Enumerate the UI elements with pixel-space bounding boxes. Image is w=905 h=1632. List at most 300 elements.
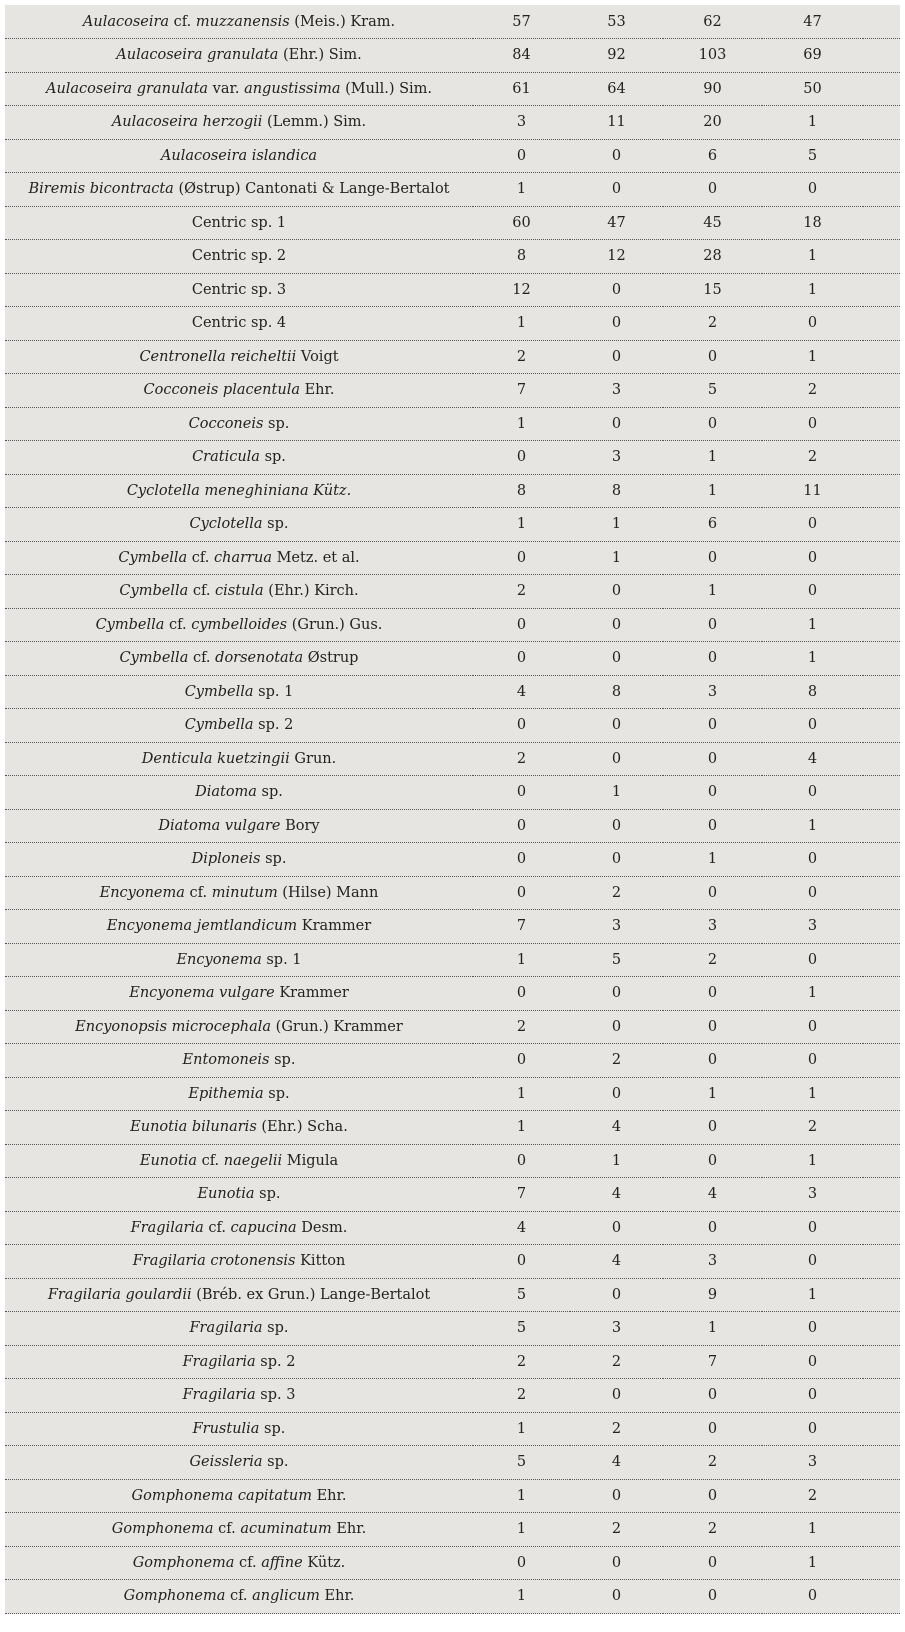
count-cell-2: 0 [570, 1546, 663, 1580]
taxon-name-part: cf. [203, 1219, 231, 1236]
count-cell-2: 0 [570, 1479, 663, 1513]
count-cell-2: 53 [570, 5, 663, 39]
count-cell-4: 47 [762, 5, 863, 39]
count-cell-2: 0 [570, 1580, 663, 1614]
table-row [5, 541, 900, 575]
count-cell-2: 0 [570, 1379, 663, 1413]
taxon-name-part: Fragilaria [182, 1387, 256, 1404]
taxon-name-part: Cocconeis placentula [143, 382, 300, 399]
taxon-name-part: Cymbella [118, 549, 188, 566]
table-row [5, 843, 900, 877]
taxon-name-part: Encyonopsis microcephala [75, 1018, 272, 1035]
count-cell-3: 5 [663, 374, 762, 408]
taxon-name-part: Gomphonema [132, 1554, 235, 1571]
taxon-name-part: Cymbella [119, 650, 189, 667]
count-cell-2: 4 [570, 1446, 663, 1480]
count-cell-3: 0 [663, 407, 762, 441]
count-cell-4: 1 [762, 1077, 863, 1111]
count-cell-4: 0 [762, 541, 863, 575]
taxon-name-cell [5, 407, 473, 441]
count-cell-4: 1 [762, 340, 863, 374]
count-cell-2: 0 [570, 608, 663, 642]
taxon-name-part: minutum [211, 884, 278, 901]
taxon-name-part: Fragilaria [189, 1320, 263, 1337]
count-cell-2: 0 [570, 273, 663, 307]
count-cell-1: 0 [473, 608, 570, 642]
table-row [5, 374, 900, 408]
taxon-name-cell [5, 39, 473, 73]
taxon-name-part: Ehr. [319, 1588, 355, 1605]
taxon-name-part: Diploneis [191, 851, 261, 868]
count-cell-1: 0 [473, 441, 570, 475]
taxon-name-cell [5, 139, 473, 173]
table-row [5, 1010, 900, 1044]
count-cell-2: 0 [570, 139, 663, 173]
taxon-name-part: naegelii [223, 1152, 283, 1169]
table-row [5, 1211, 900, 1245]
taxon-name-part: Centric sp. 2 [191, 248, 287, 265]
count-cell-4: 11 [762, 474, 863, 508]
count-cell-3: 2 [663, 1446, 762, 1480]
count-cell-2: 1 [570, 508, 663, 542]
taxon-name-part: sp. [254, 1186, 281, 1203]
count-cell-3: 0 [663, 776, 762, 810]
count-cell-2: 2 [570, 876, 663, 910]
count-cell-4: 0 [762, 1044, 863, 1078]
table-row [5, 72, 900, 106]
count-cell-4: 0 [762, 1312, 863, 1346]
table-row [5, 1278, 900, 1312]
taxon-name-cell [5, 106, 473, 140]
count-cell-4: 69 [762, 39, 863, 73]
table-row [5, 776, 900, 810]
count-cell-2: 0 [570, 1077, 663, 1111]
row-padding-cell [863, 39, 900, 73]
count-cell-1: 3 [473, 106, 570, 140]
count-cell-3: 9 [663, 1278, 762, 1312]
taxon-name-part: Cymbella [184, 717, 254, 734]
count-cell-3: 0 [663, 541, 762, 575]
row-padding-cell [863, 407, 900, 441]
row-padding-cell [863, 307, 900, 341]
taxon-name-part: Cyclotella meneghiniana Kütz. [126, 482, 352, 499]
taxon-name-part: acuminatum [240, 1521, 332, 1538]
row-padding-cell [863, 1379, 900, 1413]
table-row [5, 943, 900, 977]
count-cell-1: 0 [473, 1245, 570, 1279]
count-cell-3: 103 [663, 39, 762, 73]
count-cell-1: 0 [473, 709, 570, 743]
count-cell-4: 0 [762, 1345, 863, 1379]
row-padding-cell [863, 441, 900, 475]
row-padding-cell [863, 72, 900, 106]
taxon-name-part: Epithemia [188, 1085, 264, 1102]
taxon-name-part: (Hilse) Mann [277, 884, 379, 901]
taxon-name-part: sp. [262, 1454, 289, 1471]
taxon-name-part: Eunotia [197, 1186, 255, 1203]
count-cell-4: 0 [762, 1412, 863, 1446]
row-padding-cell [863, 1211, 900, 1245]
count-cell-1: 0 [473, 776, 570, 810]
count-cell-4: 0 [762, 776, 863, 810]
taxon-name-cell [5, 374, 473, 408]
taxon-name-cell [5, 441, 473, 475]
count-cell-4: 5 [762, 139, 863, 173]
count-cell-2: 2 [570, 1044, 663, 1078]
count-cell-1: 84 [473, 39, 570, 73]
row-padding-cell [863, 173, 900, 207]
taxon-name-part: Aulacoseira [82, 13, 170, 30]
count-cell-2: 0 [570, 173, 663, 207]
taxon-name-part: Entomoneis [182, 1052, 270, 1069]
taxon-name-part: Craticula [192, 449, 260, 466]
count-cell-2: 0 [570, 709, 663, 743]
count-cell-3: 0 [663, 1144, 762, 1178]
taxon-name-part: sp. [262, 1320, 289, 1337]
count-cell-1: 1 [473, 307, 570, 341]
count-cell-3: 0 [663, 1379, 762, 1413]
count-cell-1: 2 [473, 575, 570, 609]
taxon-name-cell [5, 943, 473, 977]
taxon-name-part: Encyonema vulgare [129, 985, 275, 1002]
count-cell-3: 1 [663, 1312, 762, 1346]
count-cell-1: 0 [473, 1144, 570, 1178]
taxon-name-part: Biremis bicontracta [28, 181, 174, 198]
count-cell-3: 3 [663, 675, 762, 709]
count-cell-3: 0 [663, 876, 762, 910]
count-cell-1: 1 [473, 407, 570, 441]
table-row [5, 1044, 900, 1078]
taxon-name-part: sp. [259, 1420, 286, 1437]
count-cell-1: 2 [473, 742, 570, 776]
taxon-name-cell [5, 340, 473, 374]
table-row [5, 910, 900, 944]
taxon-name-cell [5, 1580, 473, 1614]
row-padding-cell [863, 273, 900, 307]
count-cell-2: 64 [570, 72, 663, 106]
taxon-name-part: cf. [234, 1554, 262, 1571]
table-row [5, 1312, 900, 1346]
row-padding-cell [863, 340, 900, 374]
count-cell-4: 2 [762, 1479, 863, 1513]
table-row [5, 977, 900, 1011]
taxon-name-part: Cymbella [119, 583, 189, 600]
count-cell-1: 7 [473, 910, 570, 944]
count-cell-2: 2 [570, 1513, 663, 1547]
count-cell-4: 1 [762, 608, 863, 642]
taxon-name-part: Fragilaria crotonensis [132, 1253, 296, 1270]
row-padding-cell [863, 608, 900, 642]
taxon-name-cell [5, 575, 473, 609]
table-row [5, 407, 900, 441]
count-cell-2: 12 [570, 240, 663, 274]
taxon-name-part: Cymbella [184, 683, 254, 700]
taxon-name-cell [5, 1546, 473, 1580]
count-cell-3: 0 [663, 608, 762, 642]
count-cell-2: 3 [570, 910, 663, 944]
table-row [5, 1077, 900, 1111]
count-cell-1: 5 [473, 1278, 570, 1312]
count-cell-1: 2 [473, 1345, 570, 1379]
count-cell-3: 4 [663, 1178, 762, 1212]
count-cell-2: 0 [570, 742, 663, 776]
taxon-name-part: dorsenotata [215, 650, 304, 667]
taxon-name-part: cistula [215, 583, 264, 600]
taxon-name-part: (Ehr.) Kirch. [263, 583, 359, 600]
taxon-name-part: Frustulia [192, 1420, 260, 1437]
count-cell-1: 8 [473, 240, 570, 274]
count-cell-1: 4 [473, 1211, 570, 1245]
count-cell-1: 0 [473, 876, 570, 910]
row-padding-cell [863, 943, 900, 977]
count-cell-3: 0 [663, 340, 762, 374]
count-cell-4: 50 [762, 72, 863, 106]
taxon-name-cell [5, 843, 473, 877]
taxon-name-part: (Mull.) Sim. [340, 80, 433, 97]
taxon-name-part: charrua [214, 549, 272, 566]
taxon-name-part: Centronella reicheltii [139, 348, 297, 365]
taxon-name-cell [5, 1211, 473, 1245]
row-padding-cell [863, 709, 900, 743]
taxon-name-part: Eunotia bilunaris [130, 1119, 257, 1136]
count-cell-3: 0 [663, 809, 762, 843]
taxon-name-cell [5, 1178, 473, 1212]
count-cell-4: 0 [762, 307, 863, 341]
table-row [5, 340, 900, 374]
taxon-name-cell [5, 910, 473, 944]
taxon-name-cell [5, 1312, 473, 1346]
taxon-name-part: Aulacoseira granulata [45, 80, 209, 97]
row-padding-cell [863, 977, 900, 1011]
count-cell-3: 3 [663, 1245, 762, 1279]
table-row [5, 273, 900, 307]
taxon-name-part: Grun. [289, 750, 337, 767]
count-cell-3: 0 [663, 709, 762, 743]
table-row [5, 809, 900, 843]
count-cell-1: 2 [473, 340, 570, 374]
row-padding-cell [863, 776, 900, 810]
taxon-name-part: Ehr. [311, 1487, 347, 1504]
count-cell-1: 0 [473, 977, 570, 1011]
row-padding-cell [863, 1144, 900, 1178]
count-cell-2: 0 [570, 977, 663, 1011]
taxon-name-part: (Ehr.) Sim. [278, 47, 362, 64]
taxon-name-part: Encyonema jemtlandicum [106, 918, 298, 935]
count-cell-1: 5 [473, 1312, 570, 1346]
taxon-name-cell [5, 809, 473, 843]
taxon-name-part: (Meis.) Kram. [289, 13, 396, 30]
count-cell-1: 5 [473, 1446, 570, 1480]
row-padding-cell [863, 642, 900, 676]
count-cell-2: 1 [570, 776, 663, 810]
row-padding-cell [863, 1178, 900, 1212]
table-body [5, 5, 900, 1613]
species-count-table-panel [5, 5, 900, 1614]
taxon-name-part: Metz. et al. [271, 549, 360, 566]
taxon-name-part: cf. [196, 1152, 224, 1169]
taxon-name-part: Centric sp. 4 [191, 315, 287, 332]
count-cell-3: 3 [663, 910, 762, 944]
row-padding-cell [863, 1345, 900, 1379]
taxon-name-cell [5, 240, 473, 274]
row-padding-cell [863, 206, 900, 240]
count-cell-3: 0 [663, 173, 762, 207]
table-row [5, 106, 900, 140]
count-cell-4: 0 [762, 407, 863, 441]
taxon-name-cell [5, 508, 473, 542]
taxon-name-cell [5, 307, 473, 341]
row-padding-cell [863, 742, 900, 776]
count-cell-3: 90 [663, 72, 762, 106]
table-row [5, 1479, 900, 1513]
taxon-name-part: cf. [187, 549, 215, 566]
count-cell-3: 0 [663, 1010, 762, 1044]
taxon-name-part: Ehr. [331, 1521, 367, 1538]
count-cell-4: 2 [762, 441, 863, 475]
taxon-name-cell [5, 1111, 473, 1145]
table-row [5, 1513, 900, 1547]
count-cell-3: 45 [663, 206, 762, 240]
count-cell-2: 4 [570, 1245, 663, 1279]
row-padding-cell [863, 1010, 900, 1044]
taxon-name-part: sp. [263, 415, 290, 432]
taxon-name-part: capucina [230, 1219, 297, 1236]
taxon-name-part: sp. 2 [253, 717, 294, 734]
count-cell-1: 1 [473, 1111, 570, 1145]
taxon-name-part: Kütz. [302, 1554, 346, 1571]
taxon-name-part: Encyonema [176, 951, 262, 968]
taxon-name-part: (Grun.) Gus. [287, 616, 383, 633]
taxon-name-part: Aulacoseira herzogii [111, 114, 263, 131]
count-cell-3: 2 [663, 307, 762, 341]
count-cell-4: 1 [762, 1144, 863, 1178]
count-cell-1: 1 [473, 1479, 570, 1513]
taxon-name-cell [5, 876, 473, 910]
table-row [5, 1379, 900, 1413]
taxon-name-cell [5, 173, 473, 207]
taxon-name-part: Cyclotella [189, 516, 263, 533]
taxon-name-part: cymbelloides [191, 616, 288, 633]
count-cell-3: 0 [663, 1479, 762, 1513]
count-cell-1: 1 [473, 1580, 570, 1614]
taxon-name-cell [5, 608, 473, 642]
count-cell-3: 2 [663, 943, 762, 977]
row-padding-cell [863, 474, 900, 508]
taxon-name-part: Cocconeis [188, 415, 264, 432]
row-padding-cell [863, 843, 900, 877]
count-cell-3: 0 [663, 742, 762, 776]
taxon-name-part: Diatoma vulgare [158, 817, 281, 834]
count-cell-3: 1 [663, 1077, 762, 1111]
row-padding-cell [863, 374, 900, 408]
count-cell-4: 1 [762, 240, 863, 274]
table-row [5, 1111, 900, 1145]
count-cell-1: 0 [473, 809, 570, 843]
count-cell-3: 0 [663, 1580, 762, 1614]
count-cell-1: 61 [473, 72, 570, 106]
count-cell-3: 20 [663, 106, 762, 140]
taxon-name-part: anglicum [252, 1588, 320, 1605]
taxon-name-cell [5, 1044, 473, 1078]
species-count-table [5, 5, 900, 1614]
count-cell-2: 3 [570, 374, 663, 408]
table-row [5, 441, 900, 475]
count-cell-2: 8 [570, 675, 663, 709]
table-row [5, 1412, 900, 1446]
table-row [5, 508, 900, 542]
taxon-name-cell [5, 1278, 473, 1312]
taxon-name-part: (Ehr.) Scha. [256, 1119, 348, 1136]
count-cell-1: 0 [473, 642, 570, 676]
count-cell-2: 0 [570, 575, 663, 609]
count-cell-3: 0 [663, 642, 762, 676]
row-padding-cell [863, 541, 900, 575]
taxon-name-part: muzzanensis [195, 13, 290, 30]
row-padding-cell [863, 106, 900, 140]
taxon-name-cell [5, 1144, 473, 1178]
count-cell-2: 1 [570, 541, 663, 575]
count-cell-2: 2 [570, 1412, 663, 1446]
count-cell-4: 0 [762, 943, 863, 977]
table-row [5, 1178, 900, 1212]
count-cell-4: 1 [762, 1546, 863, 1580]
taxon-name-part: sp. [260, 851, 287, 868]
row-padding-cell [863, 1111, 900, 1145]
taxon-name-part: Gomphonema [123, 1588, 226, 1605]
count-cell-3: 6 [663, 508, 762, 542]
count-cell-2: 3 [570, 441, 663, 475]
count-cell-4: 0 [762, 1245, 863, 1279]
taxon-name-part: var. [208, 80, 245, 97]
taxon-name-part: Geissleria [189, 1454, 263, 1471]
count-cell-1: 0 [473, 1546, 570, 1580]
count-cell-1: 60 [473, 206, 570, 240]
taxon-name-part: Aulacoseira islandica [160, 147, 318, 164]
taxon-name-part: Voigt [296, 348, 339, 365]
count-cell-4: 18 [762, 206, 863, 240]
count-cell-4: 0 [762, 1211, 863, 1245]
row-padding-cell [863, 1044, 900, 1078]
taxon-name-cell [5, 776, 473, 810]
taxon-name-part: Krammer [297, 918, 372, 935]
count-cell-4: 1 [762, 809, 863, 843]
row-padding-cell [863, 575, 900, 609]
taxon-name-part: cf. [164, 616, 192, 633]
taxon-name-cell [5, 675, 473, 709]
taxon-name-part: sp. 1 [261, 951, 302, 968]
row-padding-cell [863, 1312, 900, 1346]
taxon-name-part: sp. [256, 784, 283, 801]
taxon-name-part: Krammer [274, 985, 349, 1002]
taxon-name-cell [5, 206, 473, 240]
table-row [5, 5, 900, 39]
count-cell-3: 1 [663, 474, 762, 508]
count-cell-1: 1 [473, 508, 570, 542]
taxon-name-cell [5, 1446, 473, 1480]
taxon-name-part: Diatoma [195, 784, 257, 801]
taxon-name-part: sp. 3 [255, 1387, 296, 1404]
taxon-name-part: sp. 1 [253, 683, 294, 700]
count-cell-2: 0 [570, 307, 663, 341]
count-cell-4: 2 [762, 1111, 863, 1145]
count-cell-4: 0 [762, 709, 863, 743]
taxon-name-part: Aulacoseira granulata [116, 47, 279, 64]
count-cell-2: 2 [570, 1345, 663, 1379]
table-row [5, 1345, 900, 1379]
taxon-name-cell [5, 1379, 473, 1413]
taxon-name-part: Migula [282, 1152, 339, 1169]
count-cell-3: 0 [663, 1412, 762, 1446]
